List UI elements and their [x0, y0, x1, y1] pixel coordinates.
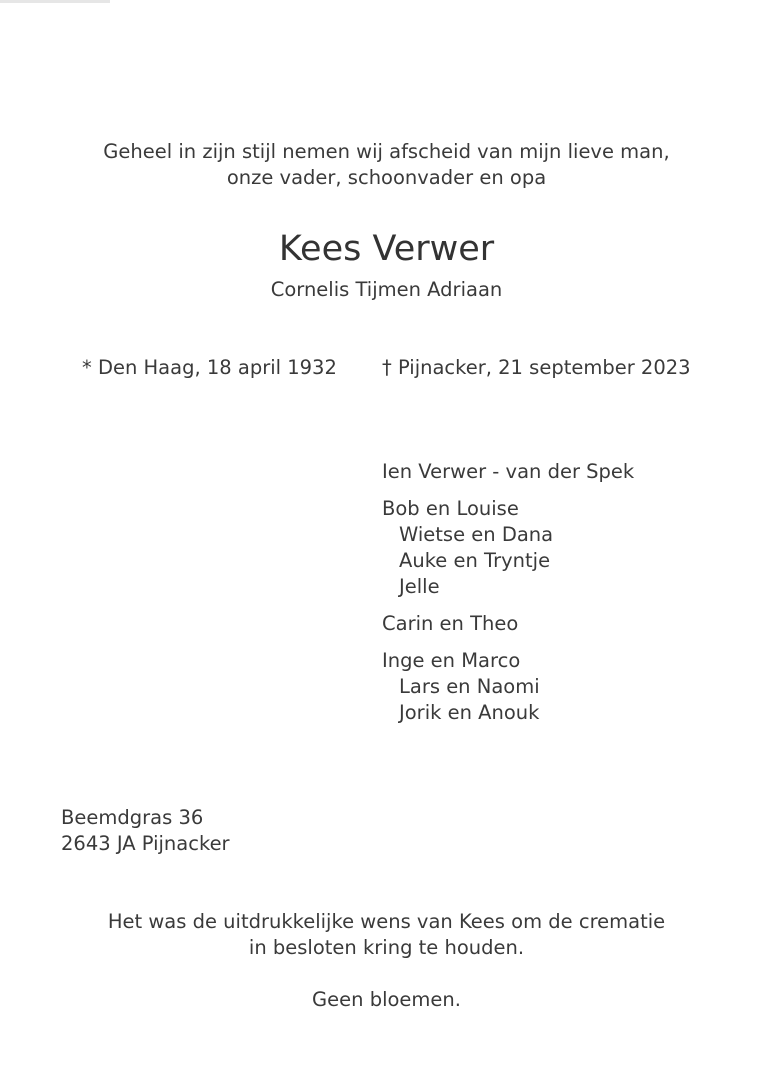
grandchild-member: Auke en Tryntje: [399, 549, 551, 572]
grandchild-member: Wietse en Dana: [399, 523, 554, 546]
grandchild-member: Jelle: [399, 575, 440, 598]
address-street: Beemdgras 36: [61, 806, 204, 829]
family-member: Ien Verwer - van der Spek: [382, 460, 635, 483]
family-group-inge: [382, 648, 634, 726]
death-info: † Pijnacker, 21 september 2023: [382, 356, 691, 379]
intro-line-1: Geheel in zijn stijl nemen wij afscheid van mijn lieve man,: [103, 140, 670, 163]
family-member: Inge en Marco: [382, 649, 521, 672]
family-group-bob: [382, 496, 634, 600]
no-flowers-notice: Geen bloemen.: [312, 988, 461, 1011]
family-member: Carin en Theo: [382, 612, 519, 635]
family-list: [382, 459, 634, 737]
top-edge-shade: [0, 0, 110, 3]
family-member: Bob en Louise: [382, 497, 519, 520]
intro-line-2: onze vader, schoonvader en opa: [226, 166, 547, 189]
birth-info: * Den Haag, 18 april 1932: [82, 356, 337, 379]
notice-line-2: in besloten kring te houden.: [248, 936, 525, 959]
family-group-spouse: [382, 459, 634, 485]
address-city: 2643 JA Pijnacker: [61, 832, 230, 855]
grandchild-member: Lars en Naomi: [399, 675, 540, 698]
family-group-carin: [382, 611, 634, 637]
intro-text: [0, 139, 773, 191]
cremation-notice: [0, 909, 773, 961]
deceased-name: Kees Verwer: [278, 229, 495, 269]
deceased-full-name: Cornelis Tijmen Adriaan: [270, 278, 503, 301]
correspondence-address: [61, 805, 230, 857]
grandchild-member: Jorik en Anouk: [399, 701, 540, 724]
notice-line-1: Het was de uitdrukkelijke wens van Kees om de crematie: [107, 910, 666, 933]
